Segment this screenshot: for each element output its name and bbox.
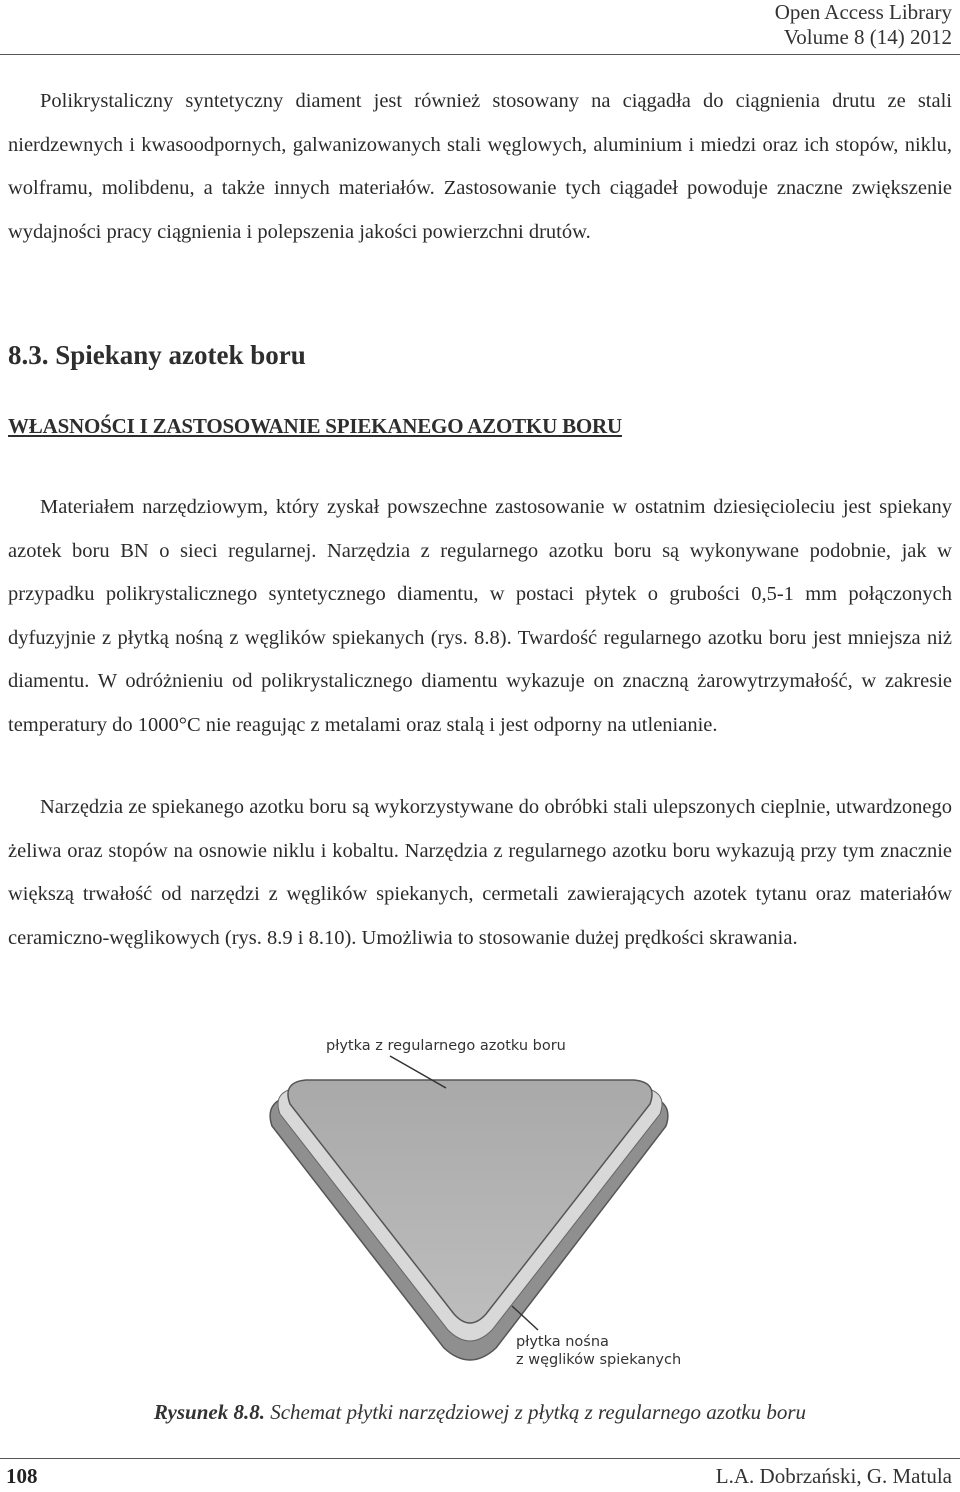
paragraph-bn-use: Narzędzia ze spiekanego azotku boru są wykorzystywane do obróbki stali ulepszonych cieplnie, utwardzonego żeliwa oraz stopów na osnowie niklu i kobaltu. Narzędzia z regularnego azotku boru wykazują przy tym znacznie większą trwałość od narzędzi z węglików spiekanych, cermetali zawierających azotek tytanu oraz materiałów ceramiczno-węglikowych (rys. 8.9 i 8.10). Umożliwia to stosowanie dużej prędkości skrawania.	[8, 796, 952, 949]
label-carbide-line2: z węglików spiekanych	[516, 1352, 682, 1368]
page-number: 108	[6, 1464, 38, 1488]
paragraph-bn-intro: Materiałem narzędziowym, który zyskał powszechne zastosowanie w ostatnim dziesięcioleciu jest spiekany azotek boru BN o sieci regularnej. Narzędzia z regularnego azotku boru są wykonywane podobnie, jak w przypadku polikrystalicznego syntetycznego diamentu, w postaci płytek o grubości 0,5-1 mm połączonych dyfuzyjnie z płytką nośną z węglików spiekanych (rys. 8.8). Twardość regularnego azotku boru jest mniejsza niż diamentu. W odróżnieniu od polikrystalicznego diamentu wykazuje on znaczną żarowytrzymałość, w zakresie temperatury do 1000°C nie reagując z metalami oraz stalą i jest odporny na utlenianie.	[8, 496, 952, 736]
footer-rule	[0, 1458, 960, 1459]
section-title: 8.3. Spiekany azotek boru	[8, 340, 306, 370]
paragraph-intro: Polikrystaliczny syntetyczny diament jest również stosowany na ciągadła do ciągnienia drutu ze stali nierdzewnych i kwasoodpornych, galwanizowanych stali węglowych, aluminium i miedzi oraz ich stopów, niklu, wolframu, molibdenu, a także innych materiałów. Zastosowanie tych ciągadeł powoduje znaczne zwiększenie wydajności pracy ciągnienia i polepszenia jakości powierzchni drutów.	[8, 90, 952, 243]
running-header	[775, 0, 952, 50]
figure-tool-insert	[250, 1030, 710, 1380]
label-carbide-line1: płytka nośna	[516, 1334, 609, 1350]
figure-caption	[0, 1400, 960, 1425]
footer-authors: L.A. Dobrzański, G. Matula	[715, 1464, 952, 1488]
section-subheading: WŁASNOŚCI I ZASTOSOWANIE SPIEKANEGO AZOTKU BORU	[8, 414, 622, 438]
volume-info: Volume 8 (14) 2012	[783, 25, 952, 49]
insert-diagram	[250, 1030, 710, 1380]
label-cbn-layer: płytka z regularnego azotku boru	[326, 1038, 566, 1054]
caption-number: Rysunek 8.8.	[153, 1400, 265, 1424]
library-name: Open Access Library	[774, 0, 952, 24]
caption-text: Schemat płytki narzędziowej z płytką z regularnego azotku boru	[264, 1400, 807, 1424]
header-rule	[0, 54, 960, 55]
